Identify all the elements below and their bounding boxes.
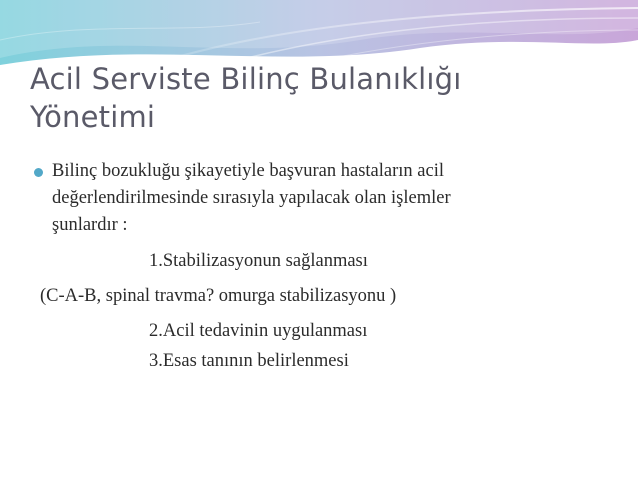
bullet-item <box>34 158 604 239</box>
bullet-text-line: şunlardır : <box>52 215 128 235</box>
slide-title <box>30 60 620 136</box>
decorative-header-banner <box>0 0 638 65</box>
step-diagnosis: 3.Esas tanının belirlenmesi <box>149 351 349 371</box>
bullet-dot-icon <box>34 168 43 177</box>
step-stabilization-note: (C-A-B, spinal travma? omurga stabilizasyonu ) <box>40 286 397 306</box>
bullet-text-line: Bilinç bozukluğu şikayetiyle başvuran hastaların acil <box>52 161 444 181</box>
slide-title-line: Acil Serviste Bilinç Bulanıklığı <box>30 62 462 96</box>
bullet-text <box>52 158 604 239</box>
step-stabilization: 1.Stabilizasyonun sağlanması <box>149 251 368 271</box>
slide-title-line: Yönetimi <box>30 100 156 134</box>
bullet-text-line: değerlendirilmesinde sırasıyla yapılacak olan işlemler <box>52 188 451 208</box>
step-emergency-treatment: 2.Acil tedavinin uygulanması <box>149 321 368 341</box>
